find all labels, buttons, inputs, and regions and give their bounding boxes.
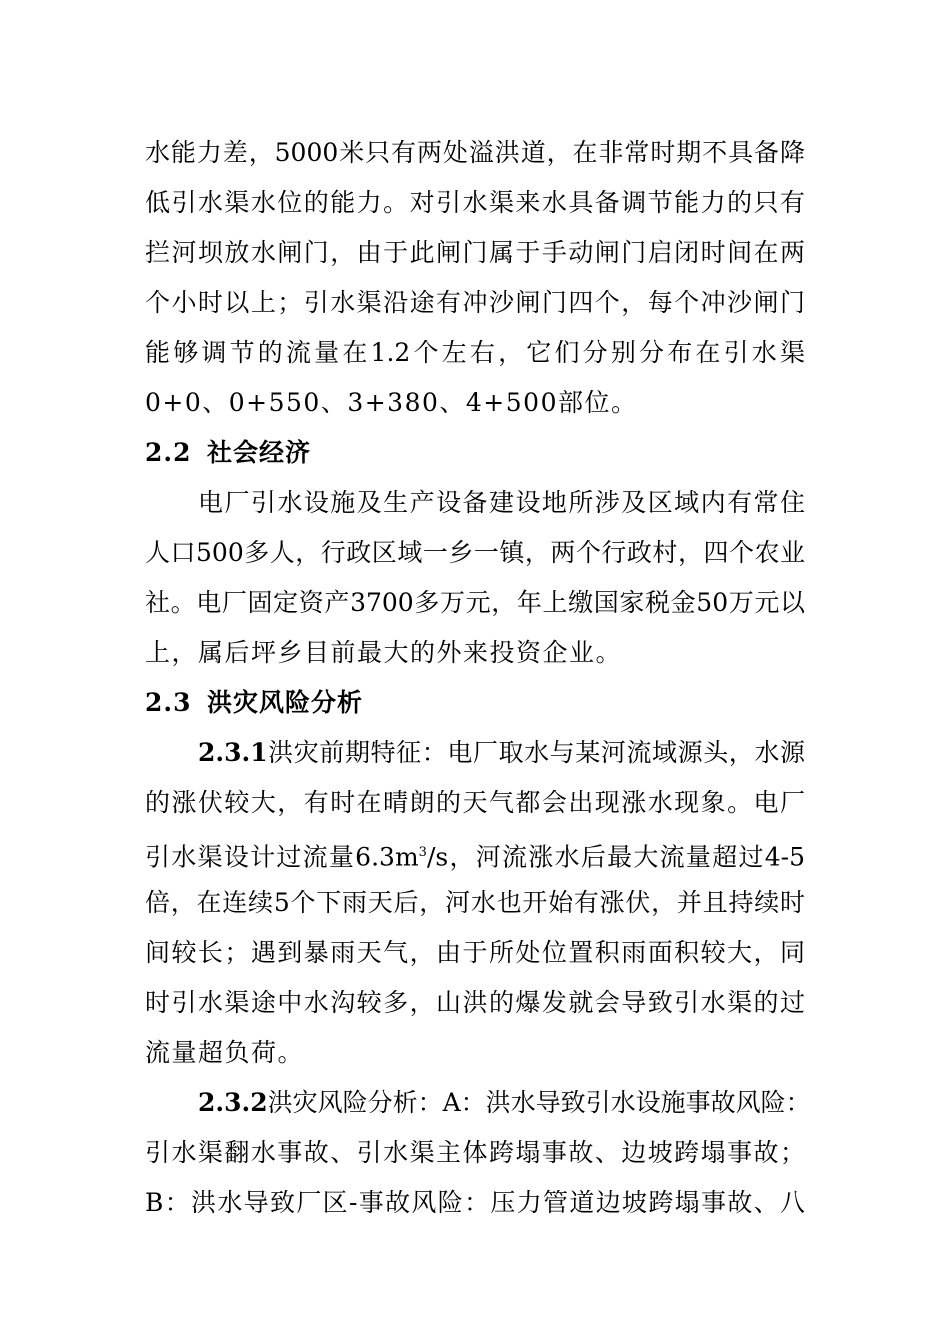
section-number: 2.2	[145, 438, 192, 467]
subsection-text: 洪灾风险分析：A：洪水导致引水设施事故风险：	[267, 1088, 811, 1117]
section-title: 社会经济	[207, 438, 312, 467]
paragraph-line: 的涨伏较大，有时在晴朗的天气都会出现涨水现象。电厂	[145, 788, 805, 817]
section-heading-2-2	[145, 436, 311, 470]
paragraph-line: B：洪水导致厂区-事故风险：压力管道边坡跨塌事故、八	[145, 1188, 805, 1217]
section-heading-2-3	[145, 686, 363, 720]
text-segment: /s，河流涨水后最大流量超过4-5	[426, 842, 805, 872]
subsection-line	[198, 1086, 811, 1120]
paragraph-line: 时引水渠途中水沟较多，山洪的爆发就会导致引水渠的过	[145, 988, 805, 1017]
paragraph-line: 流量超负荷。	[145, 1038, 305, 1067]
paragraph-line: 水能力差，5000米只有两处溢洪道，在非常时期不具备降	[145, 138, 805, 167]
paragraph-line: 个小时以上；引水渠沿途有冲沙闸门四个，每个冲沙闸门	[145, 288, 805, 317]
paragraph-line: 倍，在连续5个下雨天后，河水也开始有涨伏，并且持续时	[145, 888, 805, 917]
paragraph-line: 电厂引水设施及生产设备建设地所涉及区域内有常住	[198, 488, 805, 517]
superscript: 3	[418, 845, 427, 860]
paragraph-line: 拦河坝放水闸门，由于此闸门属于手动闸门启闭时间在两	[145, 238, 805, 267]
subsection-text: 洪灾前期特征：电厂取水与某河流域源头，水源	[267, 738, 805, 767]
paragraph-line: 间较长；遇到暴雨天气，由于所处位置积雨面积较大，同	[145, 938, 805, 967]
paragraph-line	[145, 836, 805, 870]
paragraph-line: 人口500多人，行政区域一乡一镇，两个行政村，四个农业	[145, 538, 805, 567]
section-number: 2.3	[145, 688, 192, 717]
paragraph-line: 上，属后坪乡目前最大的外来投资企业。	[145, 638, 623, 667]
paragraph-line: 社。电厂固定资产3700多万元，年上缴国家税金50万元以	[145, 588, 805, 617]
subsection-number: 2.3.1	[198, 738, 268, 767]
paragraph-line: 能够调节的流量在1.2个左右，它们分别分布在引水渠	[145, 338, 805, 367]
subsection-line	[198, 736, 805, 770]
paragraph-line: 低引水渠水位的能力。对引水渠来水具备调节能力的只有	[145, 188, 805, 217]
paragraph-line: 引水渠翻水事故、引水渠主体跨塌事故、边坡跨塌事故；	[145, 1138, 805, 1167]
subsection-number: 2.3.2	[198, 1088, 268, 1117]
text-segment: 引水渠设计过流量6.3m	[145, 842, 419, 872]
section-title: 洪灾风险分析	[207, 688, 364, 717]
paragraph-line: 0+0、0+550、3+380、4+500部位。	[145, 388, 638, 417]
